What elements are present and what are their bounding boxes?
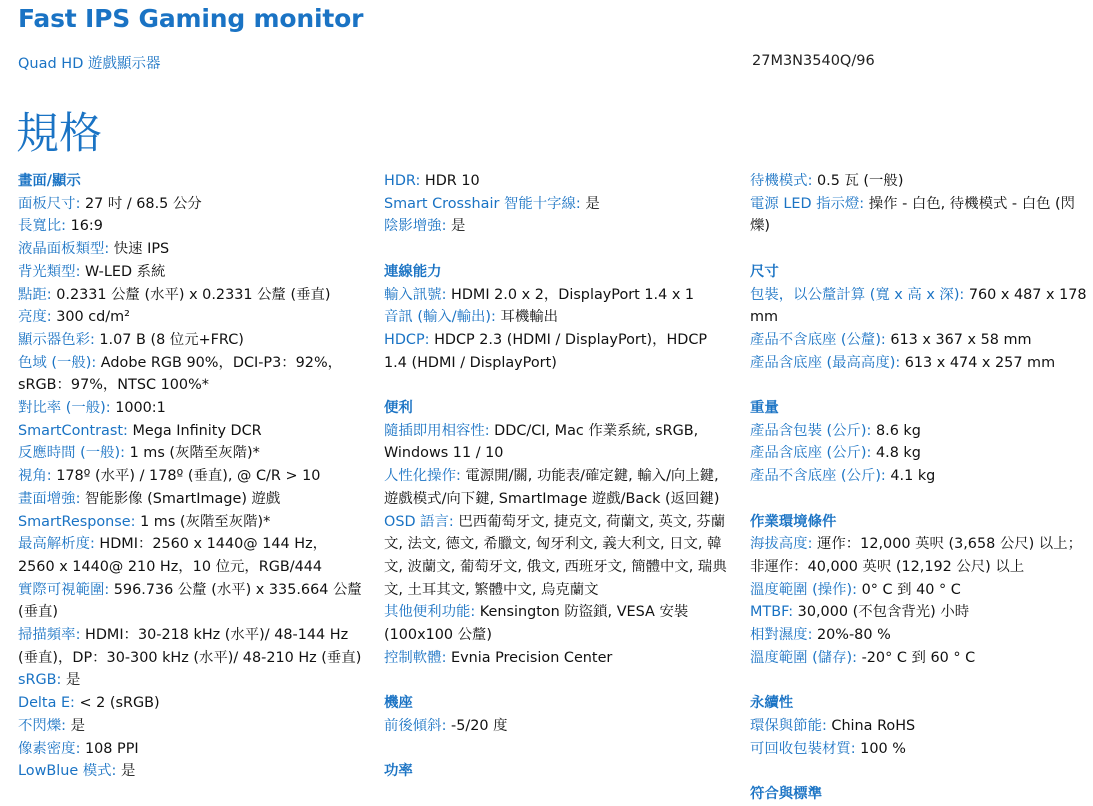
spec-value: -5/20 度 xyxy=(451,717,508,734)
spec-value: 是 xyxy=(585,195,600,212)
specs-heading: 規格 xyxy=(16,109,102,159)
section-spacer xyxy=(384,738,729,761)
spec-value: 1 ms (灰階至灰階)* xyxy=(129,445,260,462)
spec-value: 16:9 xyxy=(70,218,103,235)
spec-value: W-LED 系統 xyxy=(85,263,166,280)
spec-value: 是 xyxy=(451,218,466,235)
spec-label: 溫度範圍 (儲存): xyxy=(750,649,857,666)
spec-label: 不閃爍: xyxy=(18,717,67,734)
spec-value: 4.8 kg xyxy=(875,445,921,462)
spec-value: 耳機輸出 xyxy=(500,309,559,326)
spec-row xyxy=(18,669,363,692)
spec-label: 環保與節能: xyxy=(750,717,827,734)
spec-value: HDMI：30-218 kHz (水平)/ 48-144 Hz (垂直)，DP：30-300 kHz (水平)/ 48-210 Hz (垂直) xyxy=(18,627,362,666)
spec-row xyxy=(18,397,363,420)
spec-label: 產品含底座 (公斤): xyxy=(750,445,872,462)
spec-value: -20° C 到 60 ° C xyxy=(861,649,976,666)
spec-section-heading: 符合與標準 xyxy=(750,785,822,802)
spec-label: LowBlue 模式: xyxy=(18,763,117,780)
spec-row xyxy=(750,533,1093,578)
spec-row xyxy=(384,647,729,670)
spec-row xyxy=(750,465,1093,488)
spec-row xyxy=(18,420,363,443)
spec-row xyxy=(18,215,363,238)
spec-value: 1000:1 xyxy=(115,400,166,417)
section-spacer xyxy=(384,238,729,261)
spec-value: HDMI 2.0 x 2，DisplayPort 1.4 x 1 xyxy=(451,286,695,303)
spec-value: 是 xyxy=(70,717,86,734)
spec-section-heading: 作業環境條件 xyxy=(750,513,837,530)
spec-row xyxy=(384,511,729,602)
spec-section-heading: 便利 xyxy=(384,400,413,416)
spec-label: SmartResponse: xyxy=(18,513,136,530)
spec-value: < 2 (sRGB) xyxy=(79,695,160,712)
spec-row xyxy=(18,624,363,669)
spec-label: 色域 (一般): xyxy=(18,354,97,371)
spec-row xyxy=(384,284,729,307)
spec-section-heading: 畫面/顯示 xyxy=(18,173,81,189)
spec-value: 760 x 487 x 178 mm xyxy=(750,286,1087,326)
spec-label: 產品含底座 (最高高度): xyxy=(750,354,901,371)
spec-label: 畫面增強: xyxy=(18,490,81,507)
spec-value: 是 xyxy=(65,672,81,689)
spec-value: 操作 - 白色, 待機模式 - 白色 (閃爍) xyxy=(750,195,1076,235)
spec-row xyxy=(18,760,363,783)
spec-label: sRGB: xyxy=(18,672,62,689)
model-number: 27M3N3540Q/96 xyxy=(752,53,875,69)
spec-row xyxy=(750,715,1093,738)
spec-value: 596.736 公釐 (水平) x 335.664 公釐 (垂直) xyxy=(18,581,362,621)
spec-label: 產品含包裝 (公斤): xyxy=(750,422,872,439)
spec-row xyxy=(384,306,729,329)
spec-column-2 xyxy=(384,170,729,783)
spec-section-heading: 機座 xyxy=(384,695,413,712)
spec-row xyxy=(384,465,729,510)
spec-value: 電源開/關, 功能表/確定鍵, 輸入/向上鍵, 遊戲模式/向下鍵, SmartImage 遊戲/Back (返回鍵) xyxy=(384,468,720,507)
spec-label: 長寬比: xyxy=(18,218,67,235)
section-spacer xyxy=(750,374,1093,397)
spec-row xyxy=(750,647,1093,670)
spec-value: HDR 10 xyxy=(424,173,480,189)
spec-value: 智能影像 (SmartImage) 遊戲 xyxy=(85,490,281,507)
spec-row xyxy=(18,465,363,488)
spec-value: 1.07 B (8 位元+FRC) xyxy=(99,331,244,348)
section-spacer xyxy=(384,669,729,692)
spec-value: 27 吋 / 68.5 公分 xyxy=(85,195,202,212)
product-title: Fast IPS Gaming monitor xyxy=(18,4,364,33)
spec-value: Evnia Precision Center xyxy=(451,649,613,666)
spec-label: 相對濕度: xyxy=(750,627,813,644)
spec-section-heading: 連線能力 xyxy=(384,263,442,280)
spec-value: 108 PPI xyxy=(85,740,139,757)
spec-row xyxy=(384,215,729,238)
spec-value: China RoHS xyxy=(831,717,916,734)
spec-row xyxy=(18,442,363,465)
spec-section-heading: 功率 xyxy=(384,763,413,780)
spec-value: 100 % xyxy=(860,740,906,757)
spec-row xyxy=(750,442,1093,465)
section-spacer xyxy=(384,374,729,397)
spec-row xyxy=(18,238,363,261)
spec-value: 巴西葡萄牙文, 捷克文, 荷蘭文, 英文, 芬蘭文, 法文, 德文, 希臘文, 匈牙利文, 義大利文, 日文, 韓文, 波蘭文, 葡萄牙文, 俄文, 西班牙文, 簡體中文, 瑞典文, 土耳其文, 繁體中文, 烏克蘭文 xyxy=(384,513,727,598)
spec-label: SmartContrast: xyxy=(18,422,128,439)
section-spacer xyxy=(750,238,1093,261)
spec-label: 實際可視範圍: xyxy=(18,581,110,598)
spec-value: Adobe RGB 90%，DCI-P3：92%，sRGB：97%，NTSC 100%* xyxy=(18,354,343,394)
spec-row xyxy=(18,261,363,284)
spec-row xyxy=(18,533,363,578)
spec-row xyxy=(18,738,363,761)
section-spacer xyxy=(750,760,1093,783)
spec-row xyxy=(18,715,363,738)
spec-value: Kensington 防盜鎖, VESA 安裝 (100x100 公釐) xyxy=(384,604,689,644)
spec-row xyxy=(18,193,363,216)
spec-row xyxy=(384,420,729,465)
spec-label: HDR: xyxy=(384,173,421,189)
spec-row xyxy=(750,738,1093,761)
spec-label: 包裝，以公釐計算 (寬 x 高 x 深): xyxy=(750,286,965,303)
spec-row xyxy=(18,579,363,624)
spec-row xyxy=(750,601,1093,624)
spec-value: Mega Infinity DCR xyxy=(132,422,262,439)
spec-value: HDCP 2.3 (HDMI / DisplayPort)，HDCP 1.4 (HDMI / DisplayPort) xyxy=(384,331,708,371)
spec-value: 1 ms (灰階至灰階)* xyxy=(140,513,271,530)
spec-label: 可回收包裝材質: xyxy=(750,740,856,757)
spec-value: 30,000 (不包含背光) 小時 xyxy=(797,604,970,621)
spec-label: 背光類型: xyxy=(18,263,81,280)
spec-label: 面板尺寸: xyxy=(18,195,81,212)
spec-row xyxy=(750,352,1093,375)
spec-row xyxy=(18,352,363,397)
spec-label: 電源 LED 指示燈: xyxy=(750,195,865,212)
spec-value: 613 x 474 x 257 mm xyxy=(904,354,1056,371)
spec-label: 反應時間 (一般): xyxy=(18,445,125,462)
spec-section-heading: 永續性 xyxy=(750,695,794,712)
spec-label: 人性化操作: xyxy=(384,468,461,485)
spec-section-heading: 尺寸 xyxy=(750,263,779,280)
spec-label: 音訊 (輸入/輸出): xyxy=(384,309,496,326)
spec-label: 陰影增強: xyxy=(384,218,447,235)
spec-column-3 xyxy=(750,170,1093,806)
spec-label: MTBF: xyxy=(750,604,794,621)
spec-row xyxy=(750,579,1093,602)
spec-row xyxy=(18,692,363,715)
spec-label: 像素密度: xyxy=(18,740,81,757)
spec-row xyxy=(750,420,1093,443)
spec-label: 掃描頻率: xyxy=(18,627,81,644)
spec-row xyxy=(18,306,363,329)
spec-value: 613 x 367 x 58 mm xyxy=(890,331,1032,348)
spec-label: 待機模式: xyxy=(750,173,813,189)
spec-row xyxy=(384,329,729,374)
spec-label: 點距: xyxy=(18,286,52,303)
spec-row xyxy=(750,193,1093,238)
spec-label: 產品不含底座 (公斤): xyxy=(750,468,886,485)
product-subtitle: Quad HD 遊戲顯示器 xyxy=(18,56,161,72)
spec-row xyxy=(750,170,1093,193)
spec-row xyxy=(750,329,1093,352)
spec-label: 最高解析度: xyxy=(18,536,95,553)
spec-value: 8.6 kg xyxy=(875,422,921,439)
spec-value: HDMI：2560 x 1440@ 144 Hz，2560 x 1440@ 210 Hz，10 位元，RGB/444 xyxy=(18,536,328,575)
spec-value: 0.5 瓦 (一般) xyxy=(817,173,904,189)
spec-value: DDC/CI, Mac 作業系統, sRGB, Windows 11 / 10 xyxy=(384,422,699,462)
spec-label: 對比率 (一般): xyxy=(18,400,111,417)
spec-label: 控制軟體: xyxy=(384,649,447,666)
spec-label: HDCP: xyxy=(384,331,430,348)
spec-row xyxy=(384,170,729,193)
spec-label: 隨插即用相容性: xyxy=(384,422,490,439)
spec-label: 亮度: xyxy=(18,309,52,326)
spec-value: 快速 IPS xyxy=(113,241,170,258)
spec-label: 其他便利功能: xyxy=(384,604,476,621)
spec-label: 溫度範圍 (操作): xyxy=(750,581,857,598)
spec-value: 300 cd/m² xyxy=(56,309,130,326)
spec-row xyxy=(750,284,1093,329)
spec-label: 液晶面板類型: xyxy=(18,241,110,258)
spec-row xyxy=(18,511,363,534)
spec-label: Delta E: xyxy=(18,695,75,712)
spec-row xyxy=(18,329,363,352)
spec-row xyxy=(18,488,363,511)
spec-label: Smart Crosshair 智能十字線: xyxy=(384,195,581,212)
spec-section-heading: 重量 xyxy=(750,400,779,416)
spec-row xyxy=(750,624,1093,647)
section-spacer xyxy=(750,488,1093,511)
spec-label: 視角: xyxy=(18,468,52,485)
spec-value: 20%-80 % xyxy=(817,627,891,644)
spec-value: 0.2331 公釐 (水平) x 0.2331 公釐 (垂直) xyxy=(56,286,331,303)
spec-label: 產品不含底座 (公釐): xyxy=(750,331,886,348)
spec-label: OSD 語言: xyxy=(384,513,454,530)
spec-value: 0° C 到 40 ° C xyxy=(861,581,961,598)
spec-label: 前後傾斜: xyxy=(384,717,447,734)
spec-value: 運作：12,000 英呎 (3,658 公尺) 以上；非運作：40,000 英呎 (12,192 公尺) 以上 xyxy=(750,536,1082,575)
spec-column-1 xyxy=(18,170,363,783)
spec-value: 178º (水平) / 178º (垂直), @ C/R > 10 xyxy=(56,468,321,485)
spec-row xyxy=(18,284,363,307)
section-spacer xyxy=(750,669,1093,692)
spec-label: 海拔高度: xyxy=(750,536,813,553)
spec-value: 4.1 kg xyxy=(890,468,936,485)
spec-label: 輸入訊號: xyxy=(384,286,447,303)
spec-row xyxy=(384,715,729,738)
spec-row xyxy=(384,601,729,646)
spec-label: 顯示器色彩: xyxy=(18,331,95,348)
spec-value: 是 xyxy=(120,763,136,780)
spec-row xyxy=(384,193,729,216)
